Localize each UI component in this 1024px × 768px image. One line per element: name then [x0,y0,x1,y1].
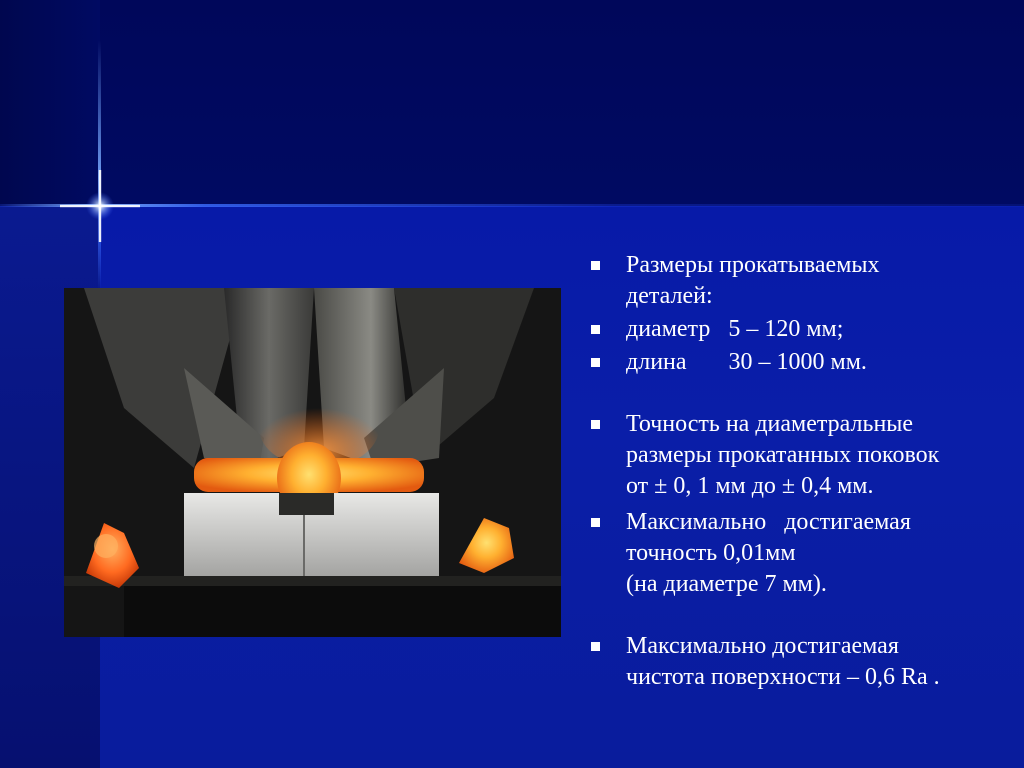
bullet-text-line: Максимально достигаемая [626,509,911,535]
bullet-text-line: точность 0,01мм [626,540,796,566]
bullet-item-surface-finish [588,631,1008,693]
bullet-list [588,250,1008,693]
bullet-text-line: размеры прокатанных поковок [626,442,940,468]
sparkle-star-icon [60,166,140,246]
bullet-text-line: длина 30 – 1000 мм. [626,349,867,375]
square-bullet-icon [591,261,600,270]
bullet-text-line: Размеры прокатываемых [626,252,880,278]
bullet-text-line: деталей: [626,283,713,309]
square-bullet-icon [591,642,600,651]
top-band [0,0,1024,206]
bullet-item-length [588,347,1008,378]
square-bullet-icon [591,325,600,334]
hot-rolling-forging-photo-icon [64,288,561,637]
bullet-item-diametral-accuracy [588,409,1008,502]
bullet-item-diameter [588,314,1008,345]
bullet-text-line: от ± 0, 1 мм до ± 0,4 мм. [626,473,874,499]
bullet-text-line: чистота поверхности – 0,6 Ra . [626,664,940,690]
bullet-text-line: Максимально достигаемая [626,633,899,659]
bullet-text-line: (на диаметре 7 мм). [626,571,827,597]
square-bullet-icon [591,420,600,429]
square-bullet-icon [591,358,600,367]
horizontal-accent-line [0,204,1024,207]
forging-photo [64,288,561,637]
vertical-accent-line [98,40,101,290]
square-bullet-icon [591,518,600,527]
bullet-item-max-accuracy [588,507,1008,600]
bullet-text-line: диаметр 5 – 120 мм; [626,316,844,342]
bullet-item-part-sizes [588,250,1008,312]
bullet-text-line: Точность на диаметральные [626,411,914,437]
